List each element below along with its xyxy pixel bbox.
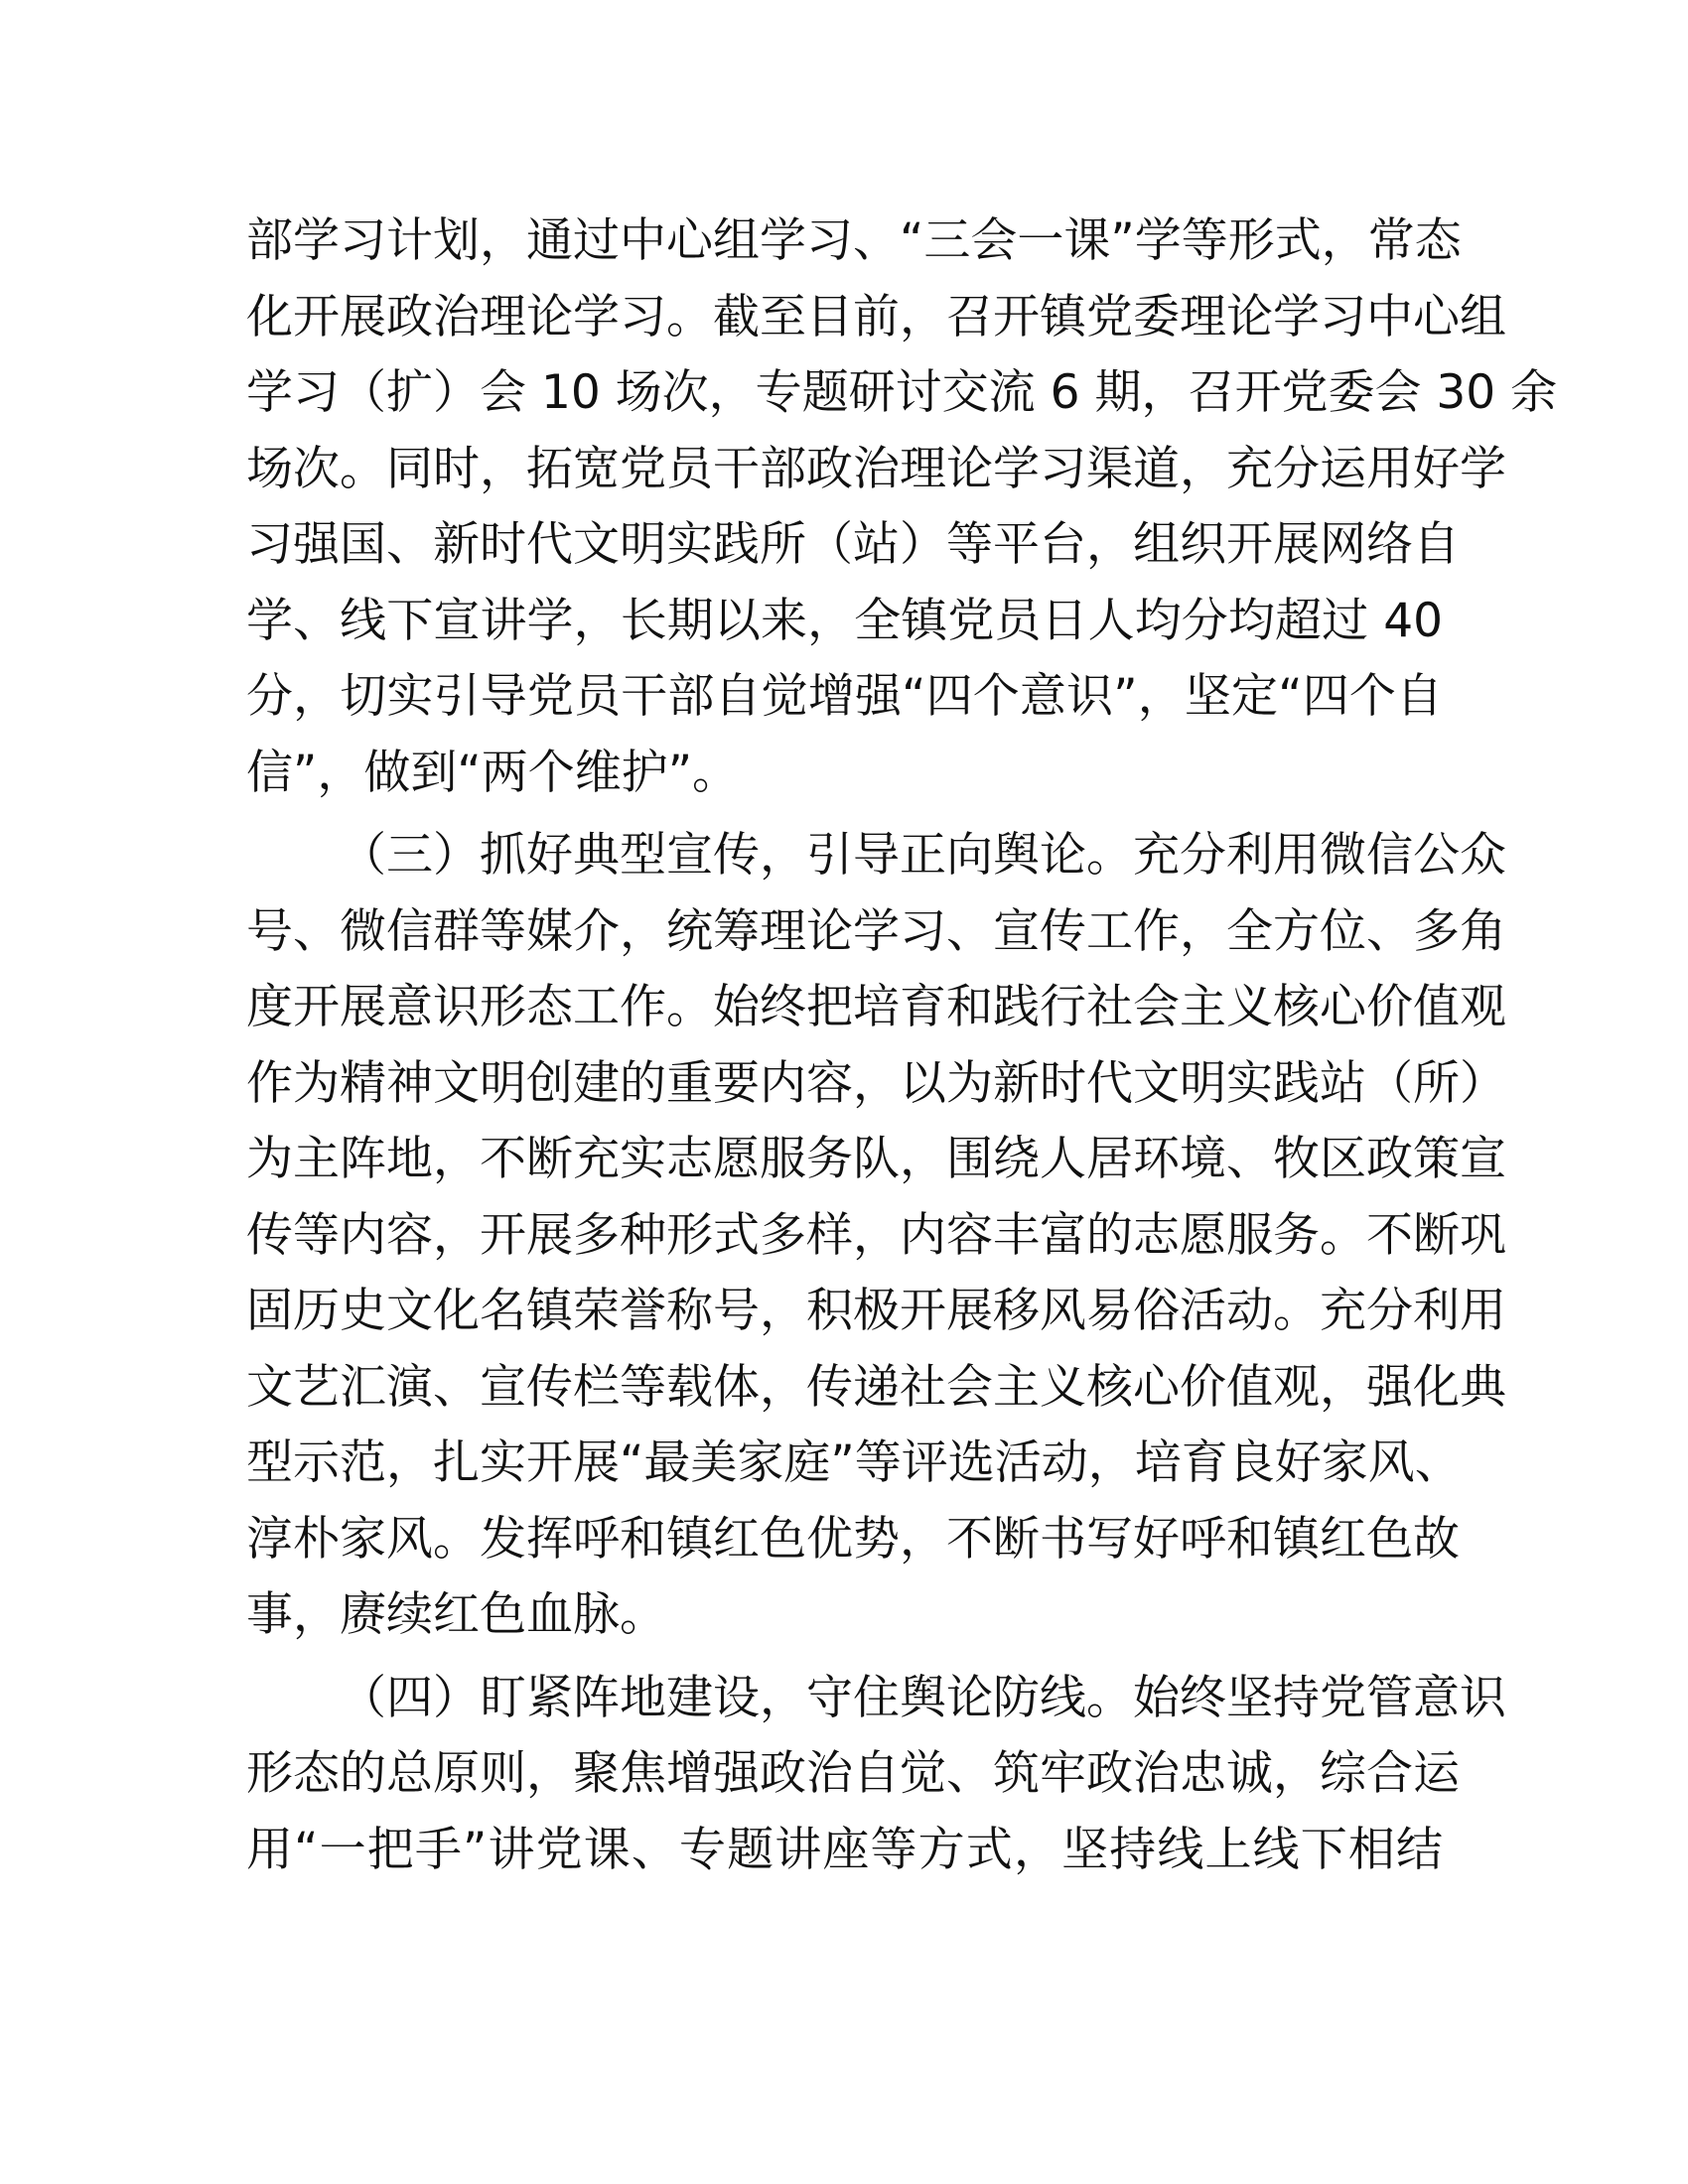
paragraph-section-four xyxy=(246,1661,1506,1889)
text-line: 度开展意识形态工作。始终把培育和践行社会主义核心价值观 xyxy=(246,980,1506,1034)
text-line: 传等内容，开展多种形式多样，内容丰富的志愿服务。不断巩 xyxy=(246,1207,1506,1263)
text-line: 型示范，扎实开展“最美家庭”等评选活动，培育良好家风、 xyxy=(246,1435,1462,1490)
paragraph-study-plan xyxy=(246,204,1558,811)
text-line: 习强国、新时代文明实践所（站）等平台，组织开展网络自 xyxy=(246,517,1460,572)
text-line: 固历史文化名镇荣誉称号，积极开展移风易俗活动。充分利用 xyxy=(246,1284,1506,1338)
text-line: 分，切实引导党员干部自觉增强“四个意识”，坚定“四个自 xyxy=(246,669,1443,724)
text-line: 形态的总原则，聚焦增强政治自觉、筑牢政治忠诚，综合运 xyxy=(246,1746,1460,1801)
text-line: 用“一把手”讲党课、专题讲座等方式，坚持线上线下相结 xyxy=(246,1822,1443,1877)
text-line: 学、线下宣讲学，长期以来，全镇党员日人均分均超过 40 xyxy=(246,593,1443,648)
text-line: 文艺汇演、宣传栏等载体，传递社会主义核心价值观，强化典 xyxy=(246,1359,1506,1415)
text-line: 事，赓续红色血脉。 xyxy=(246,1587,666,1642)
text-line: 淳朴家风。发挥呼和镇红色优势，不断书写好呼和镇红色故 xyxy=(246,1511,1460,1567)
text-line: 化开展政治理论学习。截至目前，召开镇党委理论学习中心组 xyxy=(246,289,1506,344)
section-heading-line: （四）盯紧阵地建设，守住舆论防线。始终坚持党管意识 xyxy=(340,1670,1506,1725)
text-line: 号、微信群等媒介，统筹理论学习、宣传工作，全方位、多角 xyxy=(246,903,1506,959)
text-line: 部学习计划，通过中心组学习、“三会一课”学等形式，常态 xyxy=(246,213,1462,268)
text-line: 为主阵地，不断充实志愿服务队，围绕人居环境、牧区政策宣 xyxy=(246,1132,1506,1186)
text-line: 作为精神文明创建的重要内容，以为新时代文明实践站（所） xyxy=(246,1055,1506,1111)
text-line: 场次。同时，拓宽党员干部政治理论学习渠道，充分运用好学 xyxy=(246,441,1506,496)
paragraph-section-three xyxy=(246,818,1506,1654)
section-heading-line: （三）抓好典型宣传，引导正向舆论。充分利用微信公众 xyxy=(340,828,1506,883)
document-body xyxy=(246,204,1558,1888)
text-line: 信”，做到“两个维护”。 xyxy=(246,745,740,800)
text-line: 学习（扩）会 10 场次，专题研讨交流 6 期，召开党委会 30 余 xyxy=(246,365,1558,420)
